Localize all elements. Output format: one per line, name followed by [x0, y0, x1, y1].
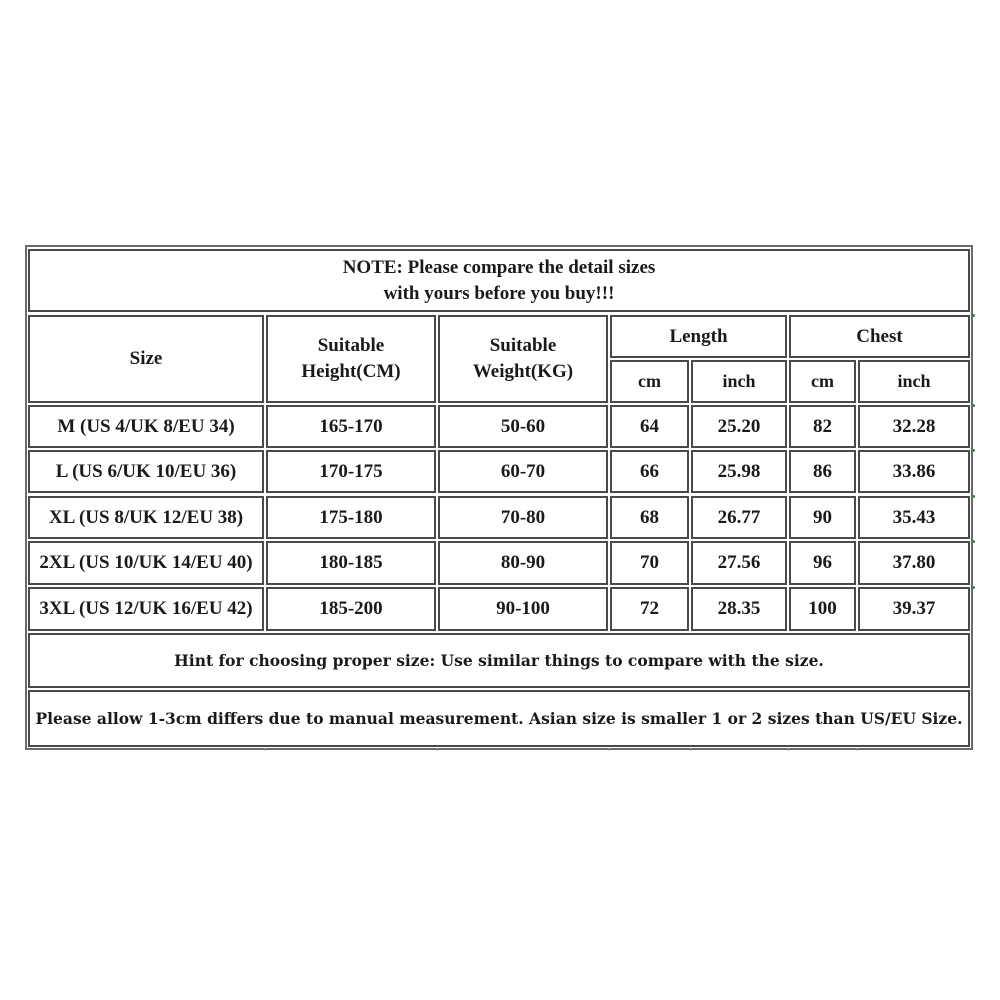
length-cm-value: 66	[640, 460, 659, 482]
length-cm-value: 68	[640, 506, 659, 528]
length-cm-value: 72	[640, 598, 659, 619]
weight-value: 90-100	[496, 598, 550, 619]
table-row-height	[266, 541, 436, 585]
height-value: 185-200	[319, 598, 383, 619]
height-value: 170-175	[319, 460, 383, 482]
height-value: 165-170	[319, 415, 383, 437]
chest-cm-value: 96	[813, 552, 832, 573]
table-row-length-cm	[610, 405, 689, 448]
disclaimer-text: Please allow 1-3cm differs due to manual measurement. Asian size is smaller 1 or 2 sizes than US/EU Size.	[35, 709, 963, 728]
table-row-weight	[438, 496, 608, 539]
table-row-chest-inch	[858, 450, 970, 493]
header-chest-inch-label: inch	[897, 371, 931, 391]
height-value: 180-185	[319, 552, 383, 573]
table-row-weight	[438, 541, 608, 585]
table-row-height	[266, 587, 436, 631]
header-length-label: Length	[669, 325, 728, 347]
table-row-chest-cm	[789, 496, 856, 539]
table-row-size	[28, 450, 264, 493]
header-length-cm-label: cm	[638, 371, 661, 391]
table-row-length-inch	[691, 541, 787, 585]
header-weight-line-1: Suitable	[489, 335, 557, 356]
size-value: M (US 4/UK 8/EU 34)	[57, 415, 235, 437]
chest-cm-value: 100	[808, 598, 837, 619]
hint-text: Hint for choosing proper size: Use similar things to compare with the size.	[174, 651, 824, 670]
length-inch-value: 28.35	[717, 598, 761, 619]
weight-value: 60-70	[500, 460, 546, 482]
table-row-weight	[438, 405, 608, 448]
header-chest-cm	[789, 360, 856, 403]
header-length-cm	[610, 360, 689, 403]
header-chest	[789, 315, 970, 358]
table-row-size	[28, 405, 264, 448]
weight-value: 80-90	[500, 552, 546, 573]
header-chest-inch	[858, 360, 970, 403]
chest-cm-value: 82	[813, 415, 832, 437]
chest-cm-value: 86	[813, 460, 832, 482]
header-weight	[438, 315, 608, 403]
header-size-label: Size	[129, 348, 163, 369]
chest-inch-value: 33.86	[892, 460, 936, 482]
separator-line	[265, 748, 266, 751]
length-inch-value: 25.98	[717, 460, 761, 482]
size-value: 2XL (US 10/UK 14/EU 40)	[39, 552, 253, 573]
chest-inch-value: 37.80	[892, 552, 936, 573]
header-length	[610, 315, 787, 358]
table-row-chest-inch	[858, 496, 970, 539]
table-row-chest-inch	[858, 587, 970, 631]
weight-value: 50-60	[500, 415, 546, 437]
header-size	[28, 315, 264, 403]
table-row-length-inch	[691, 496, 787, 539]
size-value: 3XL (US 12/UK 16/EU 42)	[39, 598, 253, 619]
table-row-length-cm	[610, 496, 689, 539]
table-row-chest-cm	[789, 587, 856, 631]
marker-dot	[972, 449, 975, 452]
note-line-1: NOTE: Please compare the detail sizes	[342, 256, 656, 278]
table-row-length-inch	[691, 587, 787, 631]
weight-value: 70-80	[500, 506, 546, 528]
length-cm-value: 70	[640, 552, 659, 573]
size-value: XL (US 8/UK 12/EU 38)	[48, 506, 244, 528]
chest-inch-value: 39.37	[892, 598, 936, 619]
table-row-height	[266, 496, 436, 539]
header-height-line-1: Suitable	[317, 335, 385, 356]
separator-line	[437, 748, 438, 751]
header-chest-label: Chest	[856, 325, 903, 347]
table-row-length-cm	[610, 541, 689, 585]
size-value: L (US 6/UK 10/EU 36)	[55, 460, 237, 482]
height-value: 175-180	[319, 506, 383, 528]
chest-inch-value: 32.28	[892, 415, 936, 437]
separator-line	[690, 748, 691, 751]
marker-dot	[972, 540, 975, 543]
table-row-height	[266, 405, 436, 448]
header-height	[266, 315, 436, 403]
table-row-chest-inch	[858, 405, 970, 448]
table-row-length-cm	[610, 450, 689, 493]
header-length-inch-label: inch	[722, 371, 756, 391]
note-line-2: with yours before you buy!!!	[383, 282, 615, 304]
length-inch-value: 25.20	[717, 415, 761, 437]
table-row-length-cm	[610, 587, 689, 631]
note-banner	[28, 249, 970, 312]
table-row-chest-cm	[789, 405, 856, 448]
marker-dot	[972, 495, 975, 498]
table-row-size	[28, 496, 264, 539]
table-row-length-inch	[691, 450, 787, 493]
table-row-size	[28, 587, 264, 631]
chest-inch-value: 35.43	[892, 506, 936, 528]
disclaimer-row	[28, 690, 970, 747]
table-row-chest-cm	[789, 541, 856, 585]
table-row-chest-cm	[789, 450, 856, 493]
table-row-height	[266, 450, 436, 493]
marker-dot	[972, 586, 975, 589]
table-row-weight	[438, 450, 608, 493]
marker-dot	[972, 404, 975, 407]
header-chest-cm-label: cm	[811, 371, 834, 391]
separator-line	[788, 748, 789, 751]
length-cm-value: 64	[640, 415, 659, 437]
chest-cm-value: 90	[813, 506, 832, 528]
header-height-line-2: Height(CM)	[301, 361, 401, 382]
table-row-weight	[438, 587, 608, 631]
separator-line	[857, 748, 858, 751]
length-inch-value: 27.56	[717, 552, 761, 573]
separator-line	[609, 748, 610, 751]
table-row-size	[28, 541, 264, 585]
header-weight-line-2: Weight(KG)	[472, 361, 574, 382]
length-inch-value: 26.77	[717, 506, 761, 528]
marker-dot	[972, 314, 975, 317]
hint-row	[28, 633, 970, 688]
header-length-inch	[691, 360, 787, 403]
table-row-chest-inch	[858, 541, 970, 585]
table-row-length-inch	[691, 405, 787, 448]
